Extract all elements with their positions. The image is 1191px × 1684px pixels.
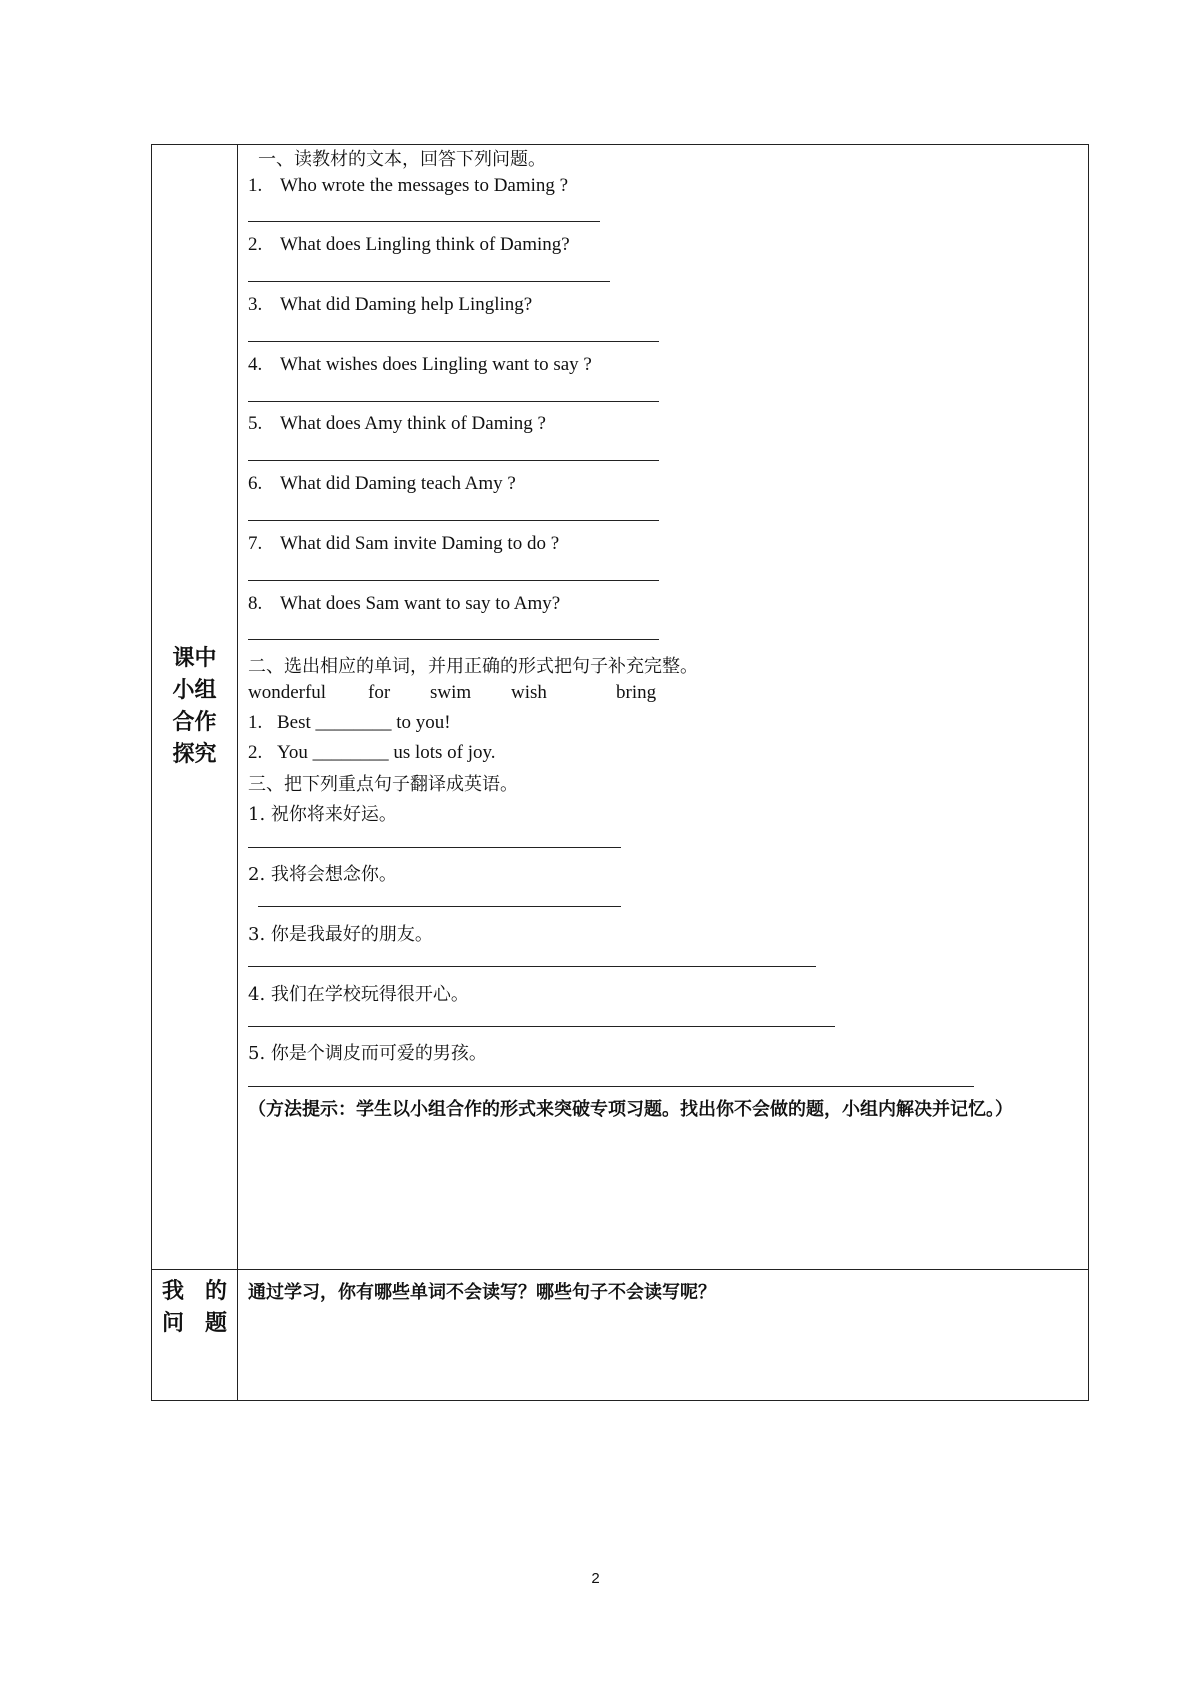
worksheet-table bbox=[151, 144, 1089, 1401]
question-2 bbox=[248, 234, 570, 256]
word-option: swim bbox=[430, 682, 472, 703]
translate-item-1: 1. 祝你将来好运。 bbox=[248, 804, 397, 825]
sentence-before: You bbox=[277, 742, 308, 763]
part2-heading: 二、选出相应的单词，并用正确的形式把句子补充完整。 bbox=[248, 656, 698, 677]
my-questions-label bbox=[152, 1270, 238, 1401]
label-line bbox=[152, 1308, 237, 1340]
sentence-number: 1. bbox=[248, 712, 263, 733]
word-option: bring bbox=[616, 682, 657, 703]
label-line bbox=[152, 1276, 237, 1308]
question-4 bbox=[248, 354, 592, 376]
answer-line-5[interactable] bbox=[248, 460, 659, 461]
translate-item-2: 2. 我将会想念你。 bbox=[248, 864, 397, 885]
answer-line-8[interactable] bbox=[248, 639, 659, 640]
question-number: 6. bbox=[248, 473, 263, 494]
label-char: 我 bbox=[162, 1279, 185, 1304]
my-questions-prompt: 通过学习，你有哪些单词不会读写？哪些句子不会读写呢？ bbox=[248, 1282, 716, 1303]
question-number: 5. bbox=[248, 413, 263, 434]
group-study-label bbox=[152, 145, 238, 1270]
my-questions-row bbox=[152, 1270, 1089, 1401]
question-number: 8. bbox=[248, 593, 263, 614]
group-study-row bbox=[152, 145, 1089, 1270]
question-text: What did Daming teach Amy ? bbox=[280, 473, 516, 494]
translate-item-5: 5. 你是个调皮而可爱的男孩。 bbox=[248, 1043, 487, 1064]
translation-line-1[interactable] bbox=[248, 847, 621, 848]
translation-line-4[interactable] bbox=[248, 1026, 835, 1027]
question-6 bbox=[248, 473, 516, 495]
label-char: 的 bbox=[204, 1279, 227, 1304]
question-3 bbox=[248, 294, 532, 316]
question-1 bbox=[248, 175, 568, 197]
question-number: 2. bbox=[248, 234, 263, 255]
sentence-after: to you! bbox=[396, 712, 451, 733]
question-text: What wishes does Lingling want to say ? bbox=[280, 354, 592, 375]
method-tip: （方法提示：学生以小组合作的形式来突破专项习题。找出你不会做的题，小组内解决并记忆。） bbox=[248, 1099, 1013, 1120]
part3-heading: 三、把下列重点句子翻译成英语。 bbox=[248, 774, 518, 795]
answer-line-2[interactable] bbox=[248, 281, 610, 282]
answer-line-1[interactable] bbox=[248, 221, 600, 222]
question-7 bbox=[248, 533, 559, 555]
translation-line-5[interactable] bbox=[248, 1086, 974, 1087]
question-number: 1. bbox=[248, 175, 263, 196]
word-option: for bbox=[368, 682, 391, 703]
fill-blank[interactable]: ________ bbox=[312, 742, 389, 763]
page-number: 2 bbox=[591, 1570, 600, 1587]
fill-sentence-1 bbox=[248, 712, 451, 734]
translation-line-3[interactable] bbox=[248, 966, 816, 967]
question-number: 7. bbox=[248, 533, 263, 554]
answer-line-3[interactable] bbox=[248, 341, 659, 342]
question-text: Who wrote the messages to Daming ? bbox=[280, 175, 569, 196]
question-text: What did Sam invite Daming to do ? bbox=[280, 533, 560, 554]
question-number: 3. bbox=[248, 294, 263, 315]
translation-line-2[interactable] bbox=[258, 906, 621, 907]
my-questions-content[interactable] bbox=[238, 1270, 1089, 1401]
question-text: What does Sam want to say to Amy? bbox=[280, 593, 561, 614]
part1-heading: 一、读教材的文本，回答下列问题。 bbox=[258, 149, 546, 170]
question-8 bbox=[248, 593, 560, 615]
sentence-number: 2. bbox=[248, 742, 263, 763]
answer-line-7[interactable] bbox=[248, 580, 659, 581]
sentence-after: us lots of joy. bbox=[393, 742, 496, 763]
fill-blank[interactable]: ________ bbox=[315, 712, 392, 733]
word-option: wonderful bbox=[248, 682, 327, 703]
question-text: What did Daming help Lingling? bbox=[280, 294, 533, 315]
question-number: 4. bbox=[248, 354, 263, 375]
answer-line-6[interactable] bbox=[248, 520, 659, 521]
question-text: What does Amy think of Daming ? bbox=[280, 413, 546, 434]
sentence-before: Best bbox=[277, 712, 311, 733]
label-line: 课中 bbox=[172, 646, 217, 671]
label-char: 问 bbox=[162, 1311, 185, 1336]
label-line: 合作 bbox=[172, 710, 217, 735]
label-char: 题 bbox=[204, 1311, 227, 1336]
fill-sentence-2 bbox=[248, 742, 496, 764]
translate-item-3: 3. 你是我最好的朋友。 bbox=[248, 924, 433, 945]
translate-item-4: 4. 我们在学校玩得很开心。 bbox=[248, 984, 469, 1005]
answer-line-4[interactable] bbox=[248, 401, 659, 402]
word-option: wish bbox=[511, 682, 547, 703]
group-study-content bbox=[238, 145, 1089, 1270]
label-line: 探究 bbox=[172, 742, 217, 767]
label-line: 小组 bbox=[172, 678, 217, 703]
question-5 bbox=[248, 413, 546, 435]
question-text: What does Lingling think of Daming? bbox=[280, 234, 570, 255]
